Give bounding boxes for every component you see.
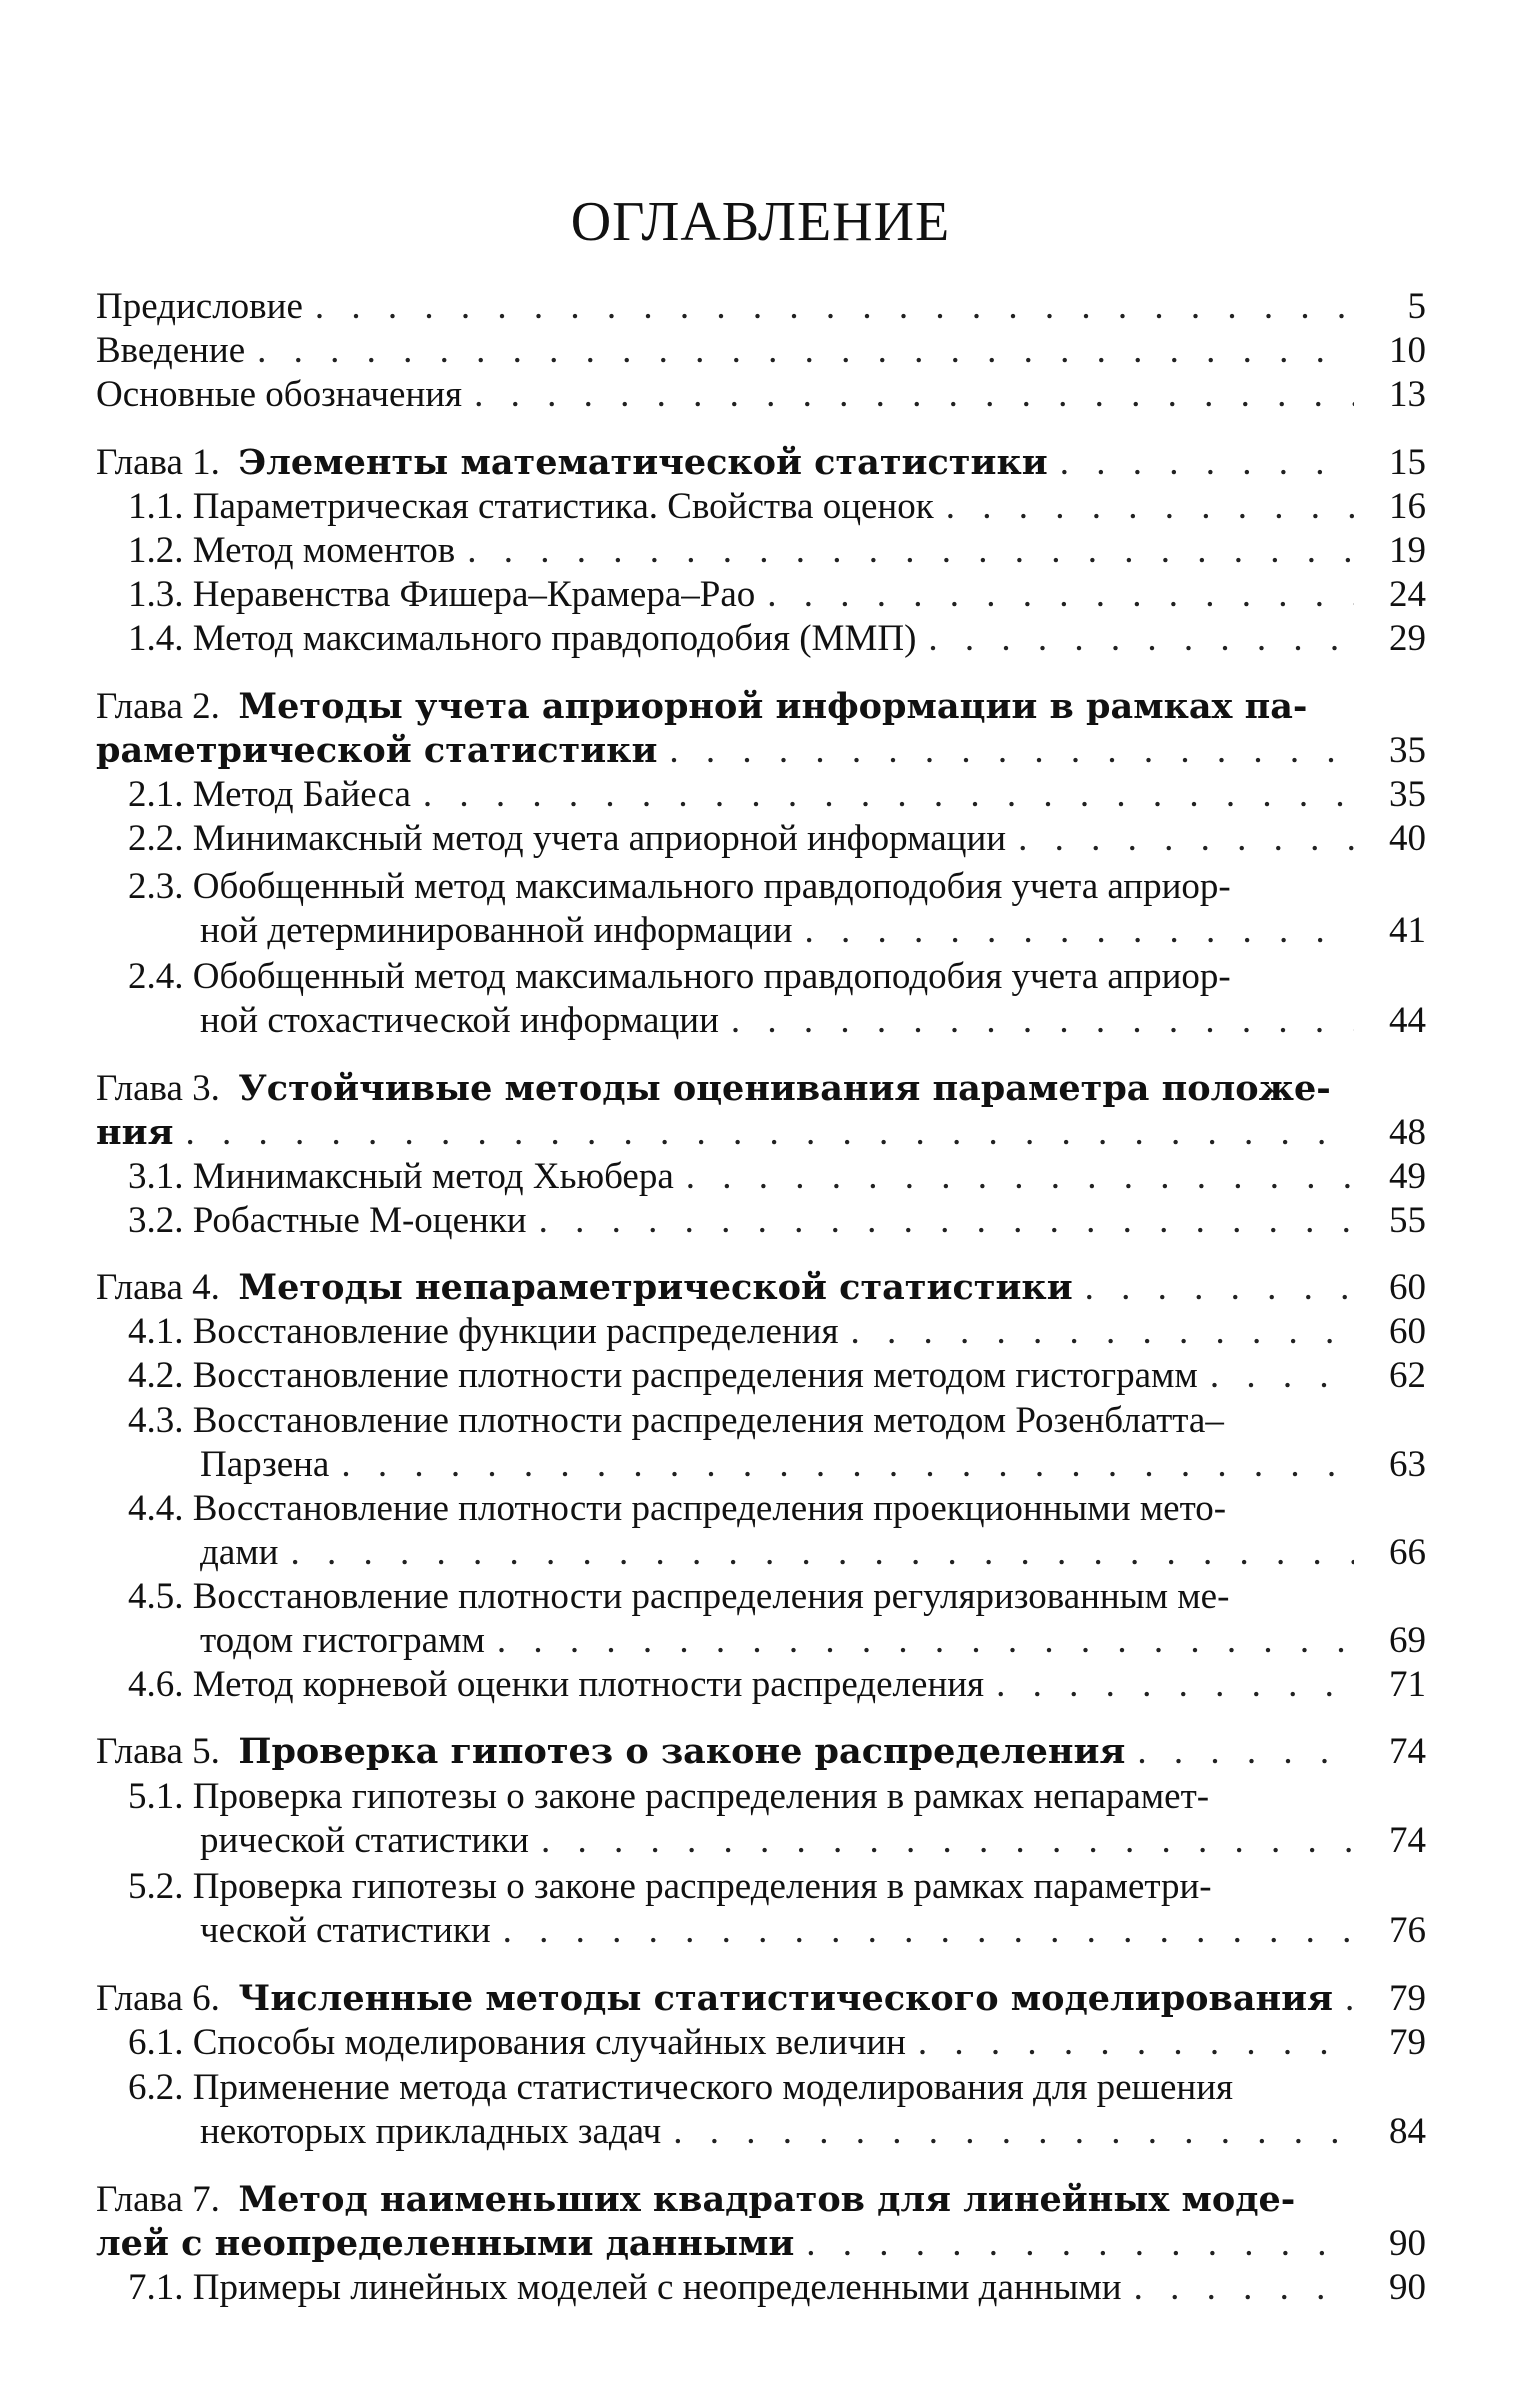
section-entry <box>128 2021 1426 2065</box>
section-label: 6.1. Способы моделирования случайных величин <box>128 2022 906 2063</box>
section-entry <box>128 1663 1426 1707</box>
section-line: 5.2. Проверка гипотезы о законе распределения в рамках параметри- <box>128 1866 1212 1907</box>
dot-leader <box>805 909 1354 953</box>
dot-leader <box>539 1199 1354 1243</box>
dot-leader <box>257 329 1354 373</box>
dot-leader <box>1018 817 1354 861</box>
section-page: 40 <box>1389 818 1426 859</box>
section-page: 84 <box>1389 2111 1426 2152</box>
dot-leader <box>1137 1730 1354 1774</box>
dot-leader <box>1210 1354 1354 1398</box>
section-page: 69 <box>1389 1620 1426 1661</box>
chapter-prefix: Глава 3. <box>96 1068 220 1109</box>
section-entry <box>128 817 1426 861</box>
section-entry <box>128 617 1426 661</box>
dot-leader <box>918 2021 1354 2065</box>
chapter-prefix: Глава 4. <box>96 1267 220 1308</box>
section-entry <box>128 1155 1426 1199</box>
dot-leader <box>423 773 1354 817</box>
section-label: 3.1. Минимаксный метод Хьюбера <box>128 1156 674 1197</box>
section-page: 35 <box>1389 774 1426 815</box>
chapter-title: Элементы математической статистики <box>238 442 1048 483</box>
section-label: некоторых прикладных задач <box>200 2111 662 2152</box>
dot-leader <box>503 1909 1354 1953</box>
toc-entry <box>96 285 1426 329</box>
section-page: 29 <box>1389 618 1426 659</box>
section-page: 62 <box>1389 1355 1426 1396</box>
chapter-heading <box>96 2222 1426 2266</box>
section-label: 3.2. Робастные М-оценки <box>128 1200 527 1241</box>
chapter-page: 35 <box>1389 730 1426 771</box>
chapter-title: Устойчивые методы оценивания параметра положе- <box>238 1068 1331 1109</box>
chapter-page: 48 <box>1389 1112 1426 1153</box>
chapter-title: Метод наименьших квадратов для линейных моде- <box>238 2179 1296 2220</box>
section-line: 2.3. Обобщенный метод максимального правдоподобия учета априор- <box>128 866 1231 907</box>
dot-leader <box>474 373 1354 417</box>
section-page: 66 <box>1389 1532 1426 1573</box>
section-page: 90 <box>1389 2267 1426 2308</box>
section-label: ной детерминированной информации <box>200 910 793 951</box>
section-page: 76 <box>1389 1910 1426 1951</box>
section-label: 7.1. Примеры линейных моделей с неопределенными данными <box>128 2267 1122 2308</box>
section-label: тодом гистограмм <box>200 1620 485 1661</box>
dot-leader <box>467 529 1354 573</box>
chapter-heading-line <box>96 1067 1331 1111</box>
section-line: 4.4. Восстановление плотности распределения проекционными мето- <box>128 1488 1227 1529</box>
section-line: 4.5. Восстановление плотности распределения регуляризованным ме- <box>128 1576 1230 1617</box>
chapter-prefix: Глава 5. <box>96 1731 220 1772</box>
section-entry <box>200 1619 1426 1663</box>
chapter-page: 15 <box>1389 442 1426 483</box>
chapter-heading <box>96 1977 1426 2021</box>
section-entry <box>128 573 1426 617</box>
dot-leader <box>669 729 1354 773</box>
dot-leader <box>686 1155 1354 1199</box>
dot-leader <box>497 1619 1354 1663</box>
section-entry <box>200 1531 1426 1575</box>
section-page: 63 <box>1389 1444 1426 1485</box>
dot-leader <box>928 617 1354 661</box>
section-label: 1.4. Метод максимального правдоподобия (ММП) <box>128 618 917 659</box>
toc-entry-page: 5 <box>1407 286 1426 327</box>
chapter-heading <box>96 441 1426 485</box>
toc-entry-label: Введение <box>96 330 246 371</box>
chapter-title: Численные методы статистического моделирования <box>238 1978 1333 2019</box>
section-page: 79 <box>1389 2022 1426 2063</box>
chapter-heading-line <box>96 2178 1326 2222</box>
dot-leader <box>946 485 1354 529</box>
section-entry <box>128 773 1426 817</box>
dot-leader <box>1345 1977 1354 2021</box>
chapter-prefix: Глава 6. <box>96 1978 220 2019</box>
section-entry <box>200 2110 1426 2154</box>
section-entry <box>200 1443 1426 1487</box>
section-label: ной стохастической информации <box>200 1000 719 1041</box>
chapter-title: лей с неопределенными данными <box>96 2223 795 2264</box>
section-page: 49 <box>1389 1156 1426 1197</box>
section-label: 2.1. Метод Байеса <box>128 774 411 815</box>
section-page: 44 <box>1389 1000 1426 1041</box>
dot-leader <box>731 999 1354 1043</box>
chapter-title: Проверка гипотез о законе распределения <box>238 1731 1126 1772</box>
chapter-prefix: Глава 7. <box>96 2179 220 2220</box>
toc-entry <box>96 329 1426 373</box>
section-label: 2.2. Минимаксный метод учета априорной информации <box>128 818 1007 859</box>
chapter-heading <box>96 1730 1426 1774</box>
section-label: 1.1. Параметрическая статистика. Свойства оценок <box>128 486 934 527</box>
chapter-title: Методы учета априорной информации в рамках па- <box>238 686 1308 727</box>
toc-entry-page: 13 <box>1389 374 1426 415</box>
toc-entry-page: 10 <box>1389 330 1426 371</box>
chapter-heading <box>96 1111 1426 1155</box>
section-label: 4.2. Восстановление плотности распределения методом гистограмм <box>128 1355 1198 1396</box>
dot-leader <box>996 1663 1354 1707</box>
dot-leader <box>1134 2266 1354 2310</box>
section-entry <box>200 999 1426 1043</box>
section-label: 1.2. Метод моментов <box>128 530 456 571</box>
section-page: 19 <box>1389 530 1426 571</box>
section-page: 16 <box>1389 486 1426 527</box>
dot-leader <box>1060 441 1354 485</box>
section-label: Парзена <box>200 1444 330 1485</box>
section-label: 1.3. Неравенства Фишера–Крамера–Рао <box>128 574 756 615</box>
chapter-page: 79 <box>1389 1978 1426 2019</box>
toc-entry-label: Предисловие <box>96 286 303 327</box>
section-page: 24 <box>1389 574 1426 615</box>
section-entry <box>128 2266 1426 2310</box>
chapter-heading <box>96 729 1426 773</box>
dot-leader <box>341 1443 1354 1487</box>
toc-entry <box>96 373 1426 417</box>
section-entry <box>200 1909 1426 1953</box>
section-entry <box>200 909 1426 953</box>
section-label: рической статистики <box>200 1820 529 1861</box>
chapter-title: раметрической статистики <box>96 730 658 771</box>
section-page: 71 <box>1389 1664 1426 1705</box>
section-page: 55 <box>1389 1200 1426 1241</box>
section-label: дами <box>200 1532 279 1573</box>
section-line: 2.4. Обобщенный метод максимального правдоподобия учета априор- <box>128 956 1231 997</box>
chapter-title: Методы непараметрической статистики <box>238 1267 1073 1308</box>
dot-leader <box>315 285 1354 329</box>
section-line: 5.1. Проверка гипотезы о законе распределения в рамках непарамет- <box>128 1776 1210 1817</box>
section-label: 4.6. Метод корневой оценки плотности распределения <box>128 1664 985 1705</box>
section-entry <box>128 1199 1426 1243</box>
dot-leader <box>290 1531 1354 1575</box>
toc-entry-label: Основные обозначения <box>96 374 463 415</box>
chapter-prefix: Глава 2. <box>96 686 220 727</box>
section-label: 4.1. Восстановление функции распределения <box>128 1311 839 1352</box>
chapter-heading-line <box>96 685 1326 729</box>
section-line: 4.3. Восстановление плотности распределения методом Розенблатта– <box>128 1400 1224 1441</box>
dot-leader <box>541 1819 1354 1863</box>
chapter-page: 74 <box>1389 1731 1426 1772</box>
section-entry <box>128 1354 1426 1398</box>
chapter-heading <box>96 1266 1426 1310</box>
dot-leader <box>1085 1266 1354 1310</box>
section-label: ческой статистики <box>200 1910 491 1951</box>
section-line: 6.2. Применение метода статистического моделирования для решения <box>128 2067 1234 2108</box>
section-page: 74 <box>1389 1820 1426 1861</box>
chapter-prefix: Глава 1. <box>96 442 220 483</box>
chapter-page: 60 <box>1389 1267 1426 1308</box>
section-entry <box>128 529 1426 573</box>
section-page: 41 <box>1389 910 1426 951</box>
section-entry <box>128 485 1426 529</box>
dot-leader <box>185 1111 1354 1155</box>
section-page: 60 <box>1389 1311 1426 1352</box>
page-title: ОГЛАВЛЕНИЕ <box>570 191 951 253</box>
dot-leader <box>767 573 1354 617</box>
dot-leader <box>673 2110 1354 2154</box>
dot-leader <box>806 2222 1354 2266</box>
chapter-page: 90 <box>1389 2223 1426 2264</box>
section-entry <box>200 1819 1426 1863</box>
chapter-title: ния <box>96 1112 174 1153</box>
section-entry <box>128 1310 1426 1354</box>
dot-leader <box>851 1310 1355 1354</box>
